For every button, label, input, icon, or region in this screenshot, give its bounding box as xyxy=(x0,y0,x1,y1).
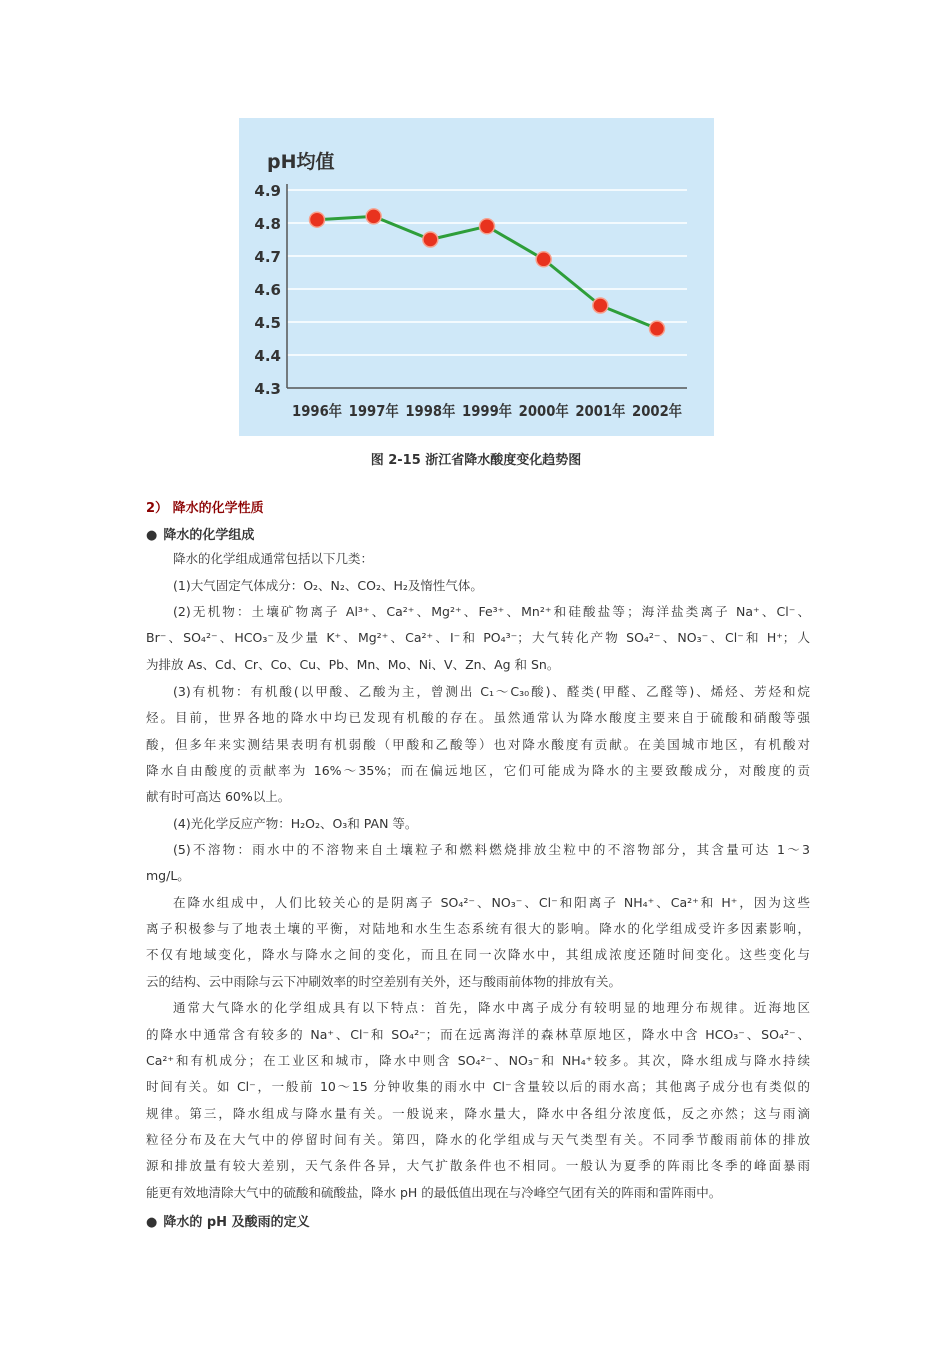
body-line: Ca²⁺和有机成分；在工业区和城市，降水中则含 SO₄²⁻、NO₃⁻和 NH₄⁺较多。其次，降水组成与降水持续 xyxy=(146,1053,810,1068)
body-line: 献有时可高达 60%以上。 xyxy=(146,789,291,804)
data-point xyxy=(650,321,665,336)
grid-lines xyxy=(287,190,687,355)
data-points xyxy=(310,209,665,336)
body-line: 云的结构、云中雨除与云下冲刷效率的时空差别有关外，还与酸雨前体物的排放有关。 xyxy=(146,974,622,989)
body-line: (1)大气固定气体成分：O₂、N₂、CO₂、H₂及惰性气体。 xyxy=(173,578,483,593)
y-tick-labels xyxy=(254,182,281,398)
y-tick-label: 4.4 xyxy=(254,347,281,365)
data-point xyxy=(423,232,438,247)
body-line: 降水自由酸度的贡献率为 16%～35%；而在偏远地区，它们可能成为降水的主要致酸成分，对酸度的贡 xyxy=(146,763,810,778)
body-line: 时间有关。如 Cl⁻，一般前 10～15 分钟收集的雨水中 Cl⁻含量较以后的雨水高；其他离子成分也有类似的 xyxy=(146,1079,810,1094)
body-line: mg/L。 xyxy=(146,868,190,883)
body-line: 降水的化学组成通常包括以下几类： xyxy=(173,551,374,566)
x-tick-label: 2000年 xyxy=(518,402,569,420)
body-line: 离子积极参与了地表土壤的平衡，对陆地和水生生态系统有很大的影响。降水的化学组成受许多因素影响， xyxy=(146,921,810,936)
body-line: 粒径分布及在大气中的停留时间有关。第四，降水的化学组成与天气类型有关。不同季节酸雨前体的排放 xyxy=(146,1132,810,1147)
body-line: 不仅有地域变化，降水与降水之间的变化，而且在同一次降水中，其组成浓度还随时间变化。这些变化与 xyxy=(146,947,810,962)
body-line: 能更有效地清除大气中的硫酸和硫酸盐，降水 pH 的最低值出现在与冷峰空气团有关的阵雨和雷阵雨中。 xyxy=(146,1185,722,1200)
body-line: (2)无机物：土壤矿物离子 Al³⁺、Ca²⁺、Mg²⁺、Fe³⁺、Mn²⁺和硅酸盐等；海洋盐类离子 Na⁺、Cl⁻、 xyxy=(173,604,810,619)
bullet-chemical-composition xyxy=(146,524,254,543)
x-tick-label: 1999年 xyxy=(462,402,512,420)
body-line: 源和排放量有较大差别，天气条件各异，大气扩散条件也不相同。一般认为夏季的阵雨比冬季的峰面暴雨 xyxy=(146,1158,810,1173)
data-point xyxy=(536,252,551,267)
section-title: 2） 降水的化学性质 xyxy=(146,501,264,516)
y-tick-label: 4.3 xyxy=(254,380,281,398)
data-point xyxy=(310,212,325,227)
x-tick-label: 2001年 xyxy=(575,402,626,420)
bullet-text: 降水的化学组成 xyxy=(163,528,255,543)
y-tick-label: 4.9 xyxy=(254,182,281,200)
bullet-text: 降水的 pH 及酸雨的定义 xyxy=(163,1215,310,1230)
x-tick-label: 2002年 xyxy=(632,402,682,420)
body-line: (4)光化学反应产物：H₂O₂、O₃和 PAN 等。 xyxy=(173,816,418,831)
bullet-ph-definition xyxy=(146,1211,310,1230)
data-point xyxy=(480,219,495,234)
y-tick-label: 4.6 xyxy=(254,281,281,299)
body-line: 为排放 As、Cd、Cr、Co、Cu、Pb、Mn、Mo、Ni、V、Zn、Ag 和 Sn。 xyxy=(146,657,560,672)
x-tick-label: 1996年 xyxy=(292,402,342,420)
y-axis-label: pH均值 xyxy=(267,151,335,173)
x-tick-label: 1998年 xyxy=(405,402,456,420)
body-line: 的降水中通常含有较多的 Na⁺、Cl⁻和 SO₄²⁻；而在远离海洋的森林草原地区，降水中含 HCO₃⁻、SO₄²⁻、 xyxy=(146,1027,810,1042)
body-line: 在降水组成中，人们比较关心的是阴离子 SO₄²⁻、NO₃⁻、Cl⁻和阳离子 NH₄⁺、Ca²⁺和 H⁺，因为这些 xyxy=(173,895,810,910)
body-line: 烃。目前，世界各地的降水中均已发现有机酸的存在。虽然通常认为降水酸度主要来自于硫酸和硝酸等强 xyxy=(146,710,810,725)
y-tick-label: 4.7 xyxy=(254,248,281,266)
figure-caption: 图 2-15 浙江省降水酸度变化趋势图 xyxy=(370,453,582,468)
x-tick-labels xyxy=(292,402,682,420)
x-tick-label: 1997年 xyxy=(348,402,399,420)
ph-trend-chart xyxy=(239,118,714,436)
body-line: 酸，但多年来实测结果表明有机弱酸（甲酸和乙酸等）也对降水酸度有贡献。在美国城市地区，有机酸对 xyxy=(146,737,810,752)
data-point xyxy=(366,209,381,224)
y-tick-label: 4.5 xyxy=(254,314,281,332)
data-point xyxy=(593,298,608,313)
bullet-dot-icon: ● xyxy=(146,528,158,543)
body-line: 通常大气降水的化学组成具有以下特点：首先，降水中离子成分有较明显的地理分布规律。近海地区 xyxy=(173,1000,810,1015)
bullet-dot-icon: ● xyxy=(146,1215,158,1230)
body-line: (5)不溶物：雨水中的不溶物来自土壤粒子和燃料燃烧排放尘粒中的不溶物部分，其含量可达 1～3 xyxy=(173,842,810,857)
y-tick-label: 4.8 xyxy=(254,215,281,233)
chart-canvas xyxy=(239,118,714,436)
body-line: (3)有机物：有机酸(以甲酸、乙酸为主，曾测出 C₁～C₃₀酸)、醛类(甲醛、乙醛等)、烯烃、芳烃和烷 xyxy=(173,684,810,699)
body-line: Br⁻、SO₄²⁻、HCO₃⁻及少量 K⁺、Mg²⁺、Ca²⁺、I⁻和 PO₄³⁻；大气转化产物 SO₄²⁻、NO₃⁻、Cl⁻和 H⁺；人 xyxy=(146,630,810,645)
body-line: 规律。第三，降水组成与降水量有关。一般说来，降水量大，降水中各组分浓度低，反之亦然；这与雨滴 xyxy=(146,1106,810,1121)
